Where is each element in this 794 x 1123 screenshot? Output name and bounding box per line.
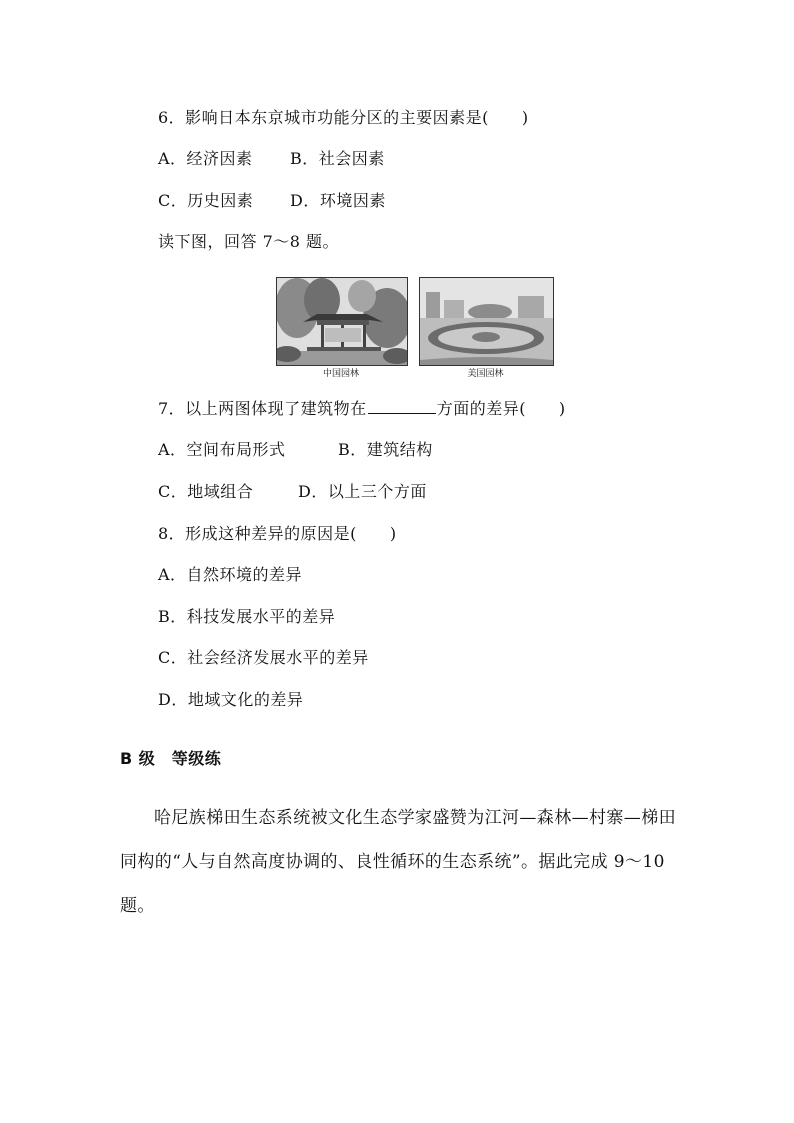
lawn-illustration — [420, 278, 553, 365]
section-b-paragraph: 哈尼族梯田生态系统被文化生态学家盛赞为江河—森林—村寨—梯田同构的“人与自然高度协调的、良性循环的生态系统”。据此完成 9～10 题。 — [120, 808, 676, 916]
chinese-garden-caption: 中国园林 — [322, 369, 359, 379]
q6-option-b: B．社会因素 — [290, 149, 385, 168]
answer-blank — [368, 398, 436, 414]
q6-option-c: C．历史因素 — [158, 191, 254, 210]
american-garden-image — [419, 277, 554, 366]
q8-stem: 8．形成这种差异的原因是( ) — [158, 524, 397, 543]
q7-stem — [158, 398, 566, 420]
q6-option-a: A．经济因素 — [158, 149, 253, 168]
q8-option-a: A．自然环境的差异 — [158, 565, 303, 584]
q7-option-b: B．建筑结构 — [338, 440, 433, 459]
q7-option-a: A．空间布局形式 — [158, 440, 286, 459]
american-garden-caption: 美国园林 — [467, 369, 504, 379]
q8-option-c: C．社会经济发展水平的差异 — [158, 648, 369, 667]
q7-option-c: C．地域组合 — [158, 482, 254, 501]
q7-stem-before: 7．以上两图体现了建筑物在 — [158, 399, 367, 418]
chinese-garden-image — [276, 277, 408, 366]
intro-text: 读下图，回答 7～8 题。 — [158, 232, 340, 251]
q6-stem: 6．影响日本东京城市功能分区的主要因素是( ) — [158, 108, 529, 127]
section-b-heading: B 级 等级练 — [120, 749, 222, 768]
q7-option-d: D．以上三个方面 — [298, 482, 427, 501]
pavilion-illustration — [277, 278, 407, 365]
q6-option-d: D．环境因素 — [290, 191, 386, 210]
q7-stem-after: 方面的差异( ) — [436, 399, 566, 418]
q8-option-b: B．科技发展水平的差异 — [158, 607, 336, 626]
q8-option-d: D．地域文化的差异 — [158, 690, 304, 709]
